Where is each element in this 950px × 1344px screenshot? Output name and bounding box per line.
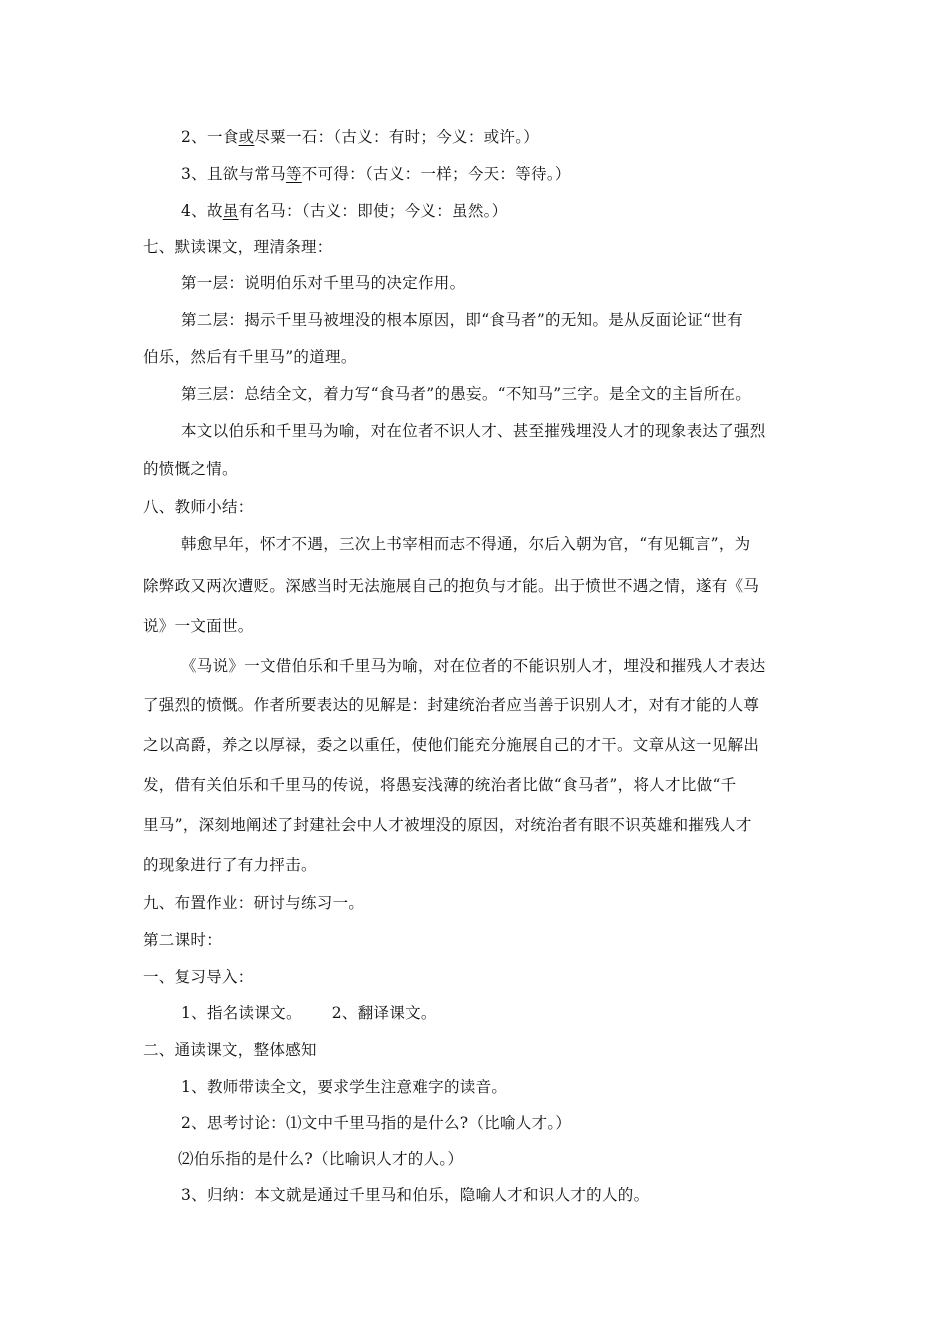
review-heading: 一、复习导入：: [143, 968, 254, 986]
lesson-2-heading: 第二课时：: [143, 931, 223, 949]
read-item-3: 3、归纳：本文就是通过千里马和伯乐，隐喻人才和识人才的人的。: [181, 1186, 650, 1204]
section-8-p2-line-5: 里马”，深刻地阐述了封建社会中人才被埋没的原因，对统治者有眼不识英雄和摧残人才: [143, 816, 752, 834]
vocab-item-3-post: 不可得：（古义：一样；今天：等待。）: [301, 165, 571, 183]
read-item-2: 2、思考讨论：⑴文中千里马指的是什么?（比喻人才。）: [181, 1114, 572, 1132]
vocab-item-4-post: 有名马：（古义：即使；今义：虽然。）: [238, 202, 508, 220]
section-8-heading: 八、教师小结：: [143, 498, 254, 516]
section-8-p2-line-2: 了强烈的愤慨。作者所要表达的见解是：封建统治者应当善于识别人才，对有才能的人尊: [143, 696, 760, 714]
vocab-item-3: [181, 164, 571, 184]
vocab-item-4-word: 虽: [222, 202, 239, 220]
vocab-item-2-word: 或: [238, 128, 255, 146]
vocab-item-2-post: 尽粟一石：（古义：有时；今义：或许。）: [254, 128, 540, 146]
review-items: [181, 1003, 437, 1023]
vocab-item-2: [181, 127, 539, 147]
section-8-p1-line-3: 说》一文面世。: [143, 617, 254, 635]
read-heading: 二、通读课文，整体感知: [143, 1041, 317, 1059]
section-8-p1-line-2: 除弊政又两次遭贬。深感当时无法施展自己的抱负与才能。出于愤世不遇之情，遂有《马: [143, 577, 760, 595]
review-item-2: 2、翻译课文。: [331, 1004, 437, 1022]
section-7-layer-3: 第三层：总结全文，着力写“食马者”的愚妄。“不知马”三字。是全文的主旨所在。: [181, 385, 752, 403]
vocab-item-4-pre: 4、故: [181, 202, 223, 220]
review-item-1: 1、指名读课文。: [181, 1004, 302, 1022]
section-8-p2-line-4: 发，借有关伯乐和千里马的传说，将愚妄浅薄的统治者比做“食马者”，将人才比做“千: [143, 776, 737, 794]
section-8-p2-line-6: 的现象进行了有力抨击。: [143, 856, 317, 874]
vocab-item-4: [181, 201, 507, 221]
read-item-1: 1、教师带读全文，要求学生注意难字的读音。: [181, 1078, 508, 1096]
section-7-layer-2-line-1: 第二层：揭示千里马被埋没的根本原因，即“食马者”的无知。是从反面论证“世有: [181, 311, 743, 329]
vocab-item-3-pre: 3、且欲与常马: [181, 165, 286, 183]
section-7-summary-line-1: 本文以伯乐和千里马为喻，对在位者不识人才、甚至摧残埋没人才的现象表达了强烈: [181, 422, 766, 440]
vocab-item-2-pre: 2、一食: [181, 128, 239, 146]
section-7-layer-1: 第一层：说明伯乐对千里马的决定作用。: [181, 274, 466, 292]
vocab-item-3-word: 等: [285, 165, 302, 183]
section-8-p2-line-1: 《马说》一文借伯乐和千里马为喻，对在位者的不能识别人才，埋没和摧残人才表达: [181, 657, 766, 675]
section-7-summary-line-2: 的愤慨之情。: [143, 460, 238, 478]
section-7-layer-2-line-2: 伯乐，然后有千里马”的道理。: [143, 348, 357, 366]
section-8-p1-line-1: 韩愈早年，怀才不遇，三次上书宰相而志不得通，尔后入朝为官，“有见辄言”，为: [181, 535, 751, 553]
section-8-p2-line-3: 之以高爵，养之以厚禄，委之以重任，使他们能充分施展自己的才干。文章从这一见解出: [143, 736, 760, 754]
section-9-heading: 九、布置作业：研讨与练习一。: [143, 894, 365, 912]
section-7-heading: 七、默读课文，理清条理：: [143, 238, 333, 256]
read-item-2b: ⑵伯乐指的是什么?（比喻识人才的人。）: [178, 1150, 464, 1168]
